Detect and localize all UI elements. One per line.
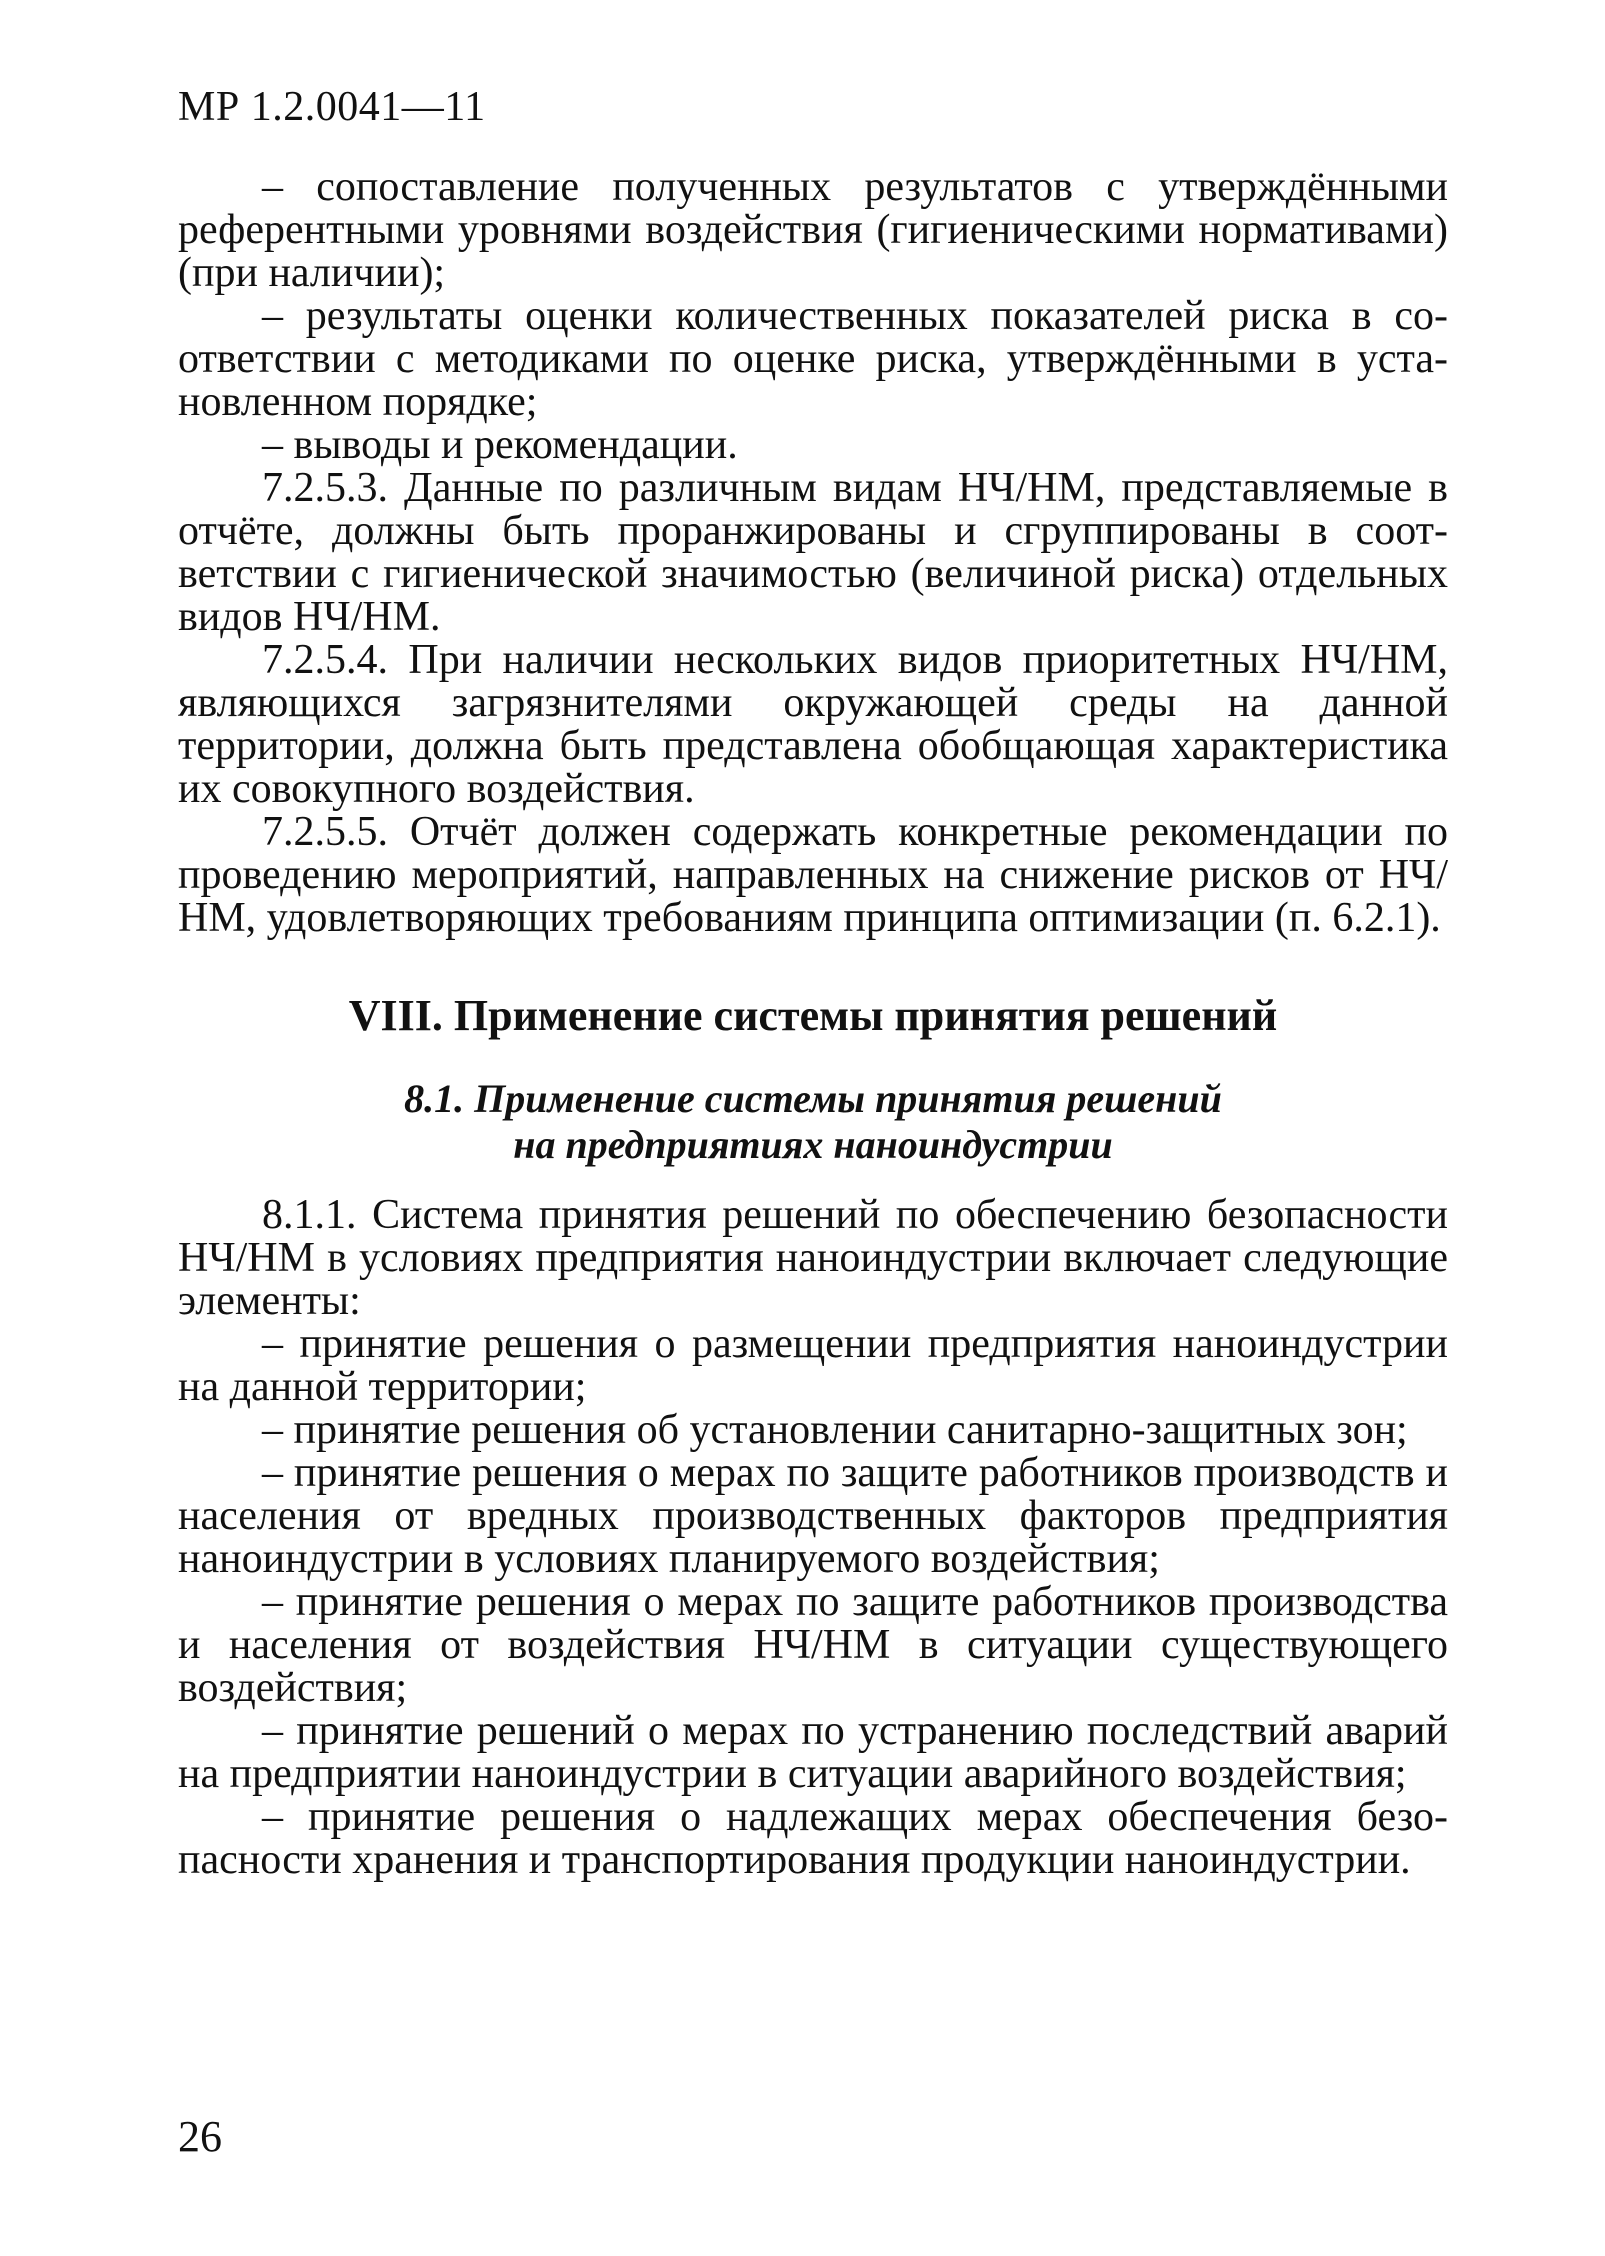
list-item: – принятие решения о мерах по защите работников производства и населения от воздействия НЧ/НМ в ситуации существующего воздействия; [178, 1579, 1448, 1711]
paragraph: 7.2.5.3. Данные по различным видам НЧ/НМ, представляемые в отчёте, должны быть проранжированы и сгруппированы в соответствии с гигиенической значимостью (величиной риска) отдельных видов НЧ/НМ. [178, 465, 1448, 640]
paragraph: 8.1.1. Система принятия решений по обеспечению безопасности НЧ/НМ в условиях предприятия наноиндустрии включает следующие элементы: [178, 1192, 1448, 1324]
page-content [178, 166, 1448, 1882]
paragraph: – результаты оценки количественных показателей риска в соответствии с методиками по оценке риска, утверждёнными в установленном порядке; [178, 293, 1448, 425]
subsection-title-line-1: 8.1. Применение системы принятия решений [404, 1076, 1222, 1121]
list-item: – принятие решения о размещении предприятия наноиндустрии на данной территории; [178, 1321, 1448, 1410]
paragraph: – выводы и рекомендации. [262, 422, 738, 468]
paragraph: 7.2.5.5. Отчёт должен содержать конкретные рекомендации по проведению мероприятий, направленных на снижение рисков от НЧ/НМ, удовлетворяющих требованиям принципа оптимизации (п. 6.2.1). [178, 809, 1448, 941]
list-item: – принятие решения о мерах по защите работников производств и населения от вредных производственных факторов предприятия наноиндустрии в условиях планируемого воздействия; [178, 1450, 1448, 1582]
subsection-title-line-2: на предприятиях наноиндустрии [513, 1122, 1113, 1167]
subsection-title [178, 1076, 1448, 1168]
list-item: – принятие решений о мерах по устранению последствий аварий на предприятии наноиндустрии в ситуации аварийного воздействия; [178, 1708, 1448, 1797]
page-number: 26 [178, 2112, 222, 2161]
list-item: – принятие решения о надлежащих мерах обеспечения безопасности хранения и транспортирования продукции наноиндустрии. [178, 1794, 1448, 1883]
section-title: VIII. Применение системы принятия решений [348, 991, 1278, 1040]
paragraph: – сопоставление полученных результатов с утверждёнными референтными уровнями воздействия (гигиеническими нормативами) (при наличии); [178, 164, 1448, 296]
paragraph: 7.2.5.4. При наличии нескольких видов приоритетных НЧ/НМ, являющихся загрязнителями окружающей среды на данной территории, должна быть представлена обобщающая характеристика их совокупного воздействия. [178, 637, 1448, 812]
list-item: – принятие решения об установлении санитарно-защитных зон; [262, 1407, 1408, 1453]
document-code: МР 1.2.0041—11 [178, 84, 486, 130]
